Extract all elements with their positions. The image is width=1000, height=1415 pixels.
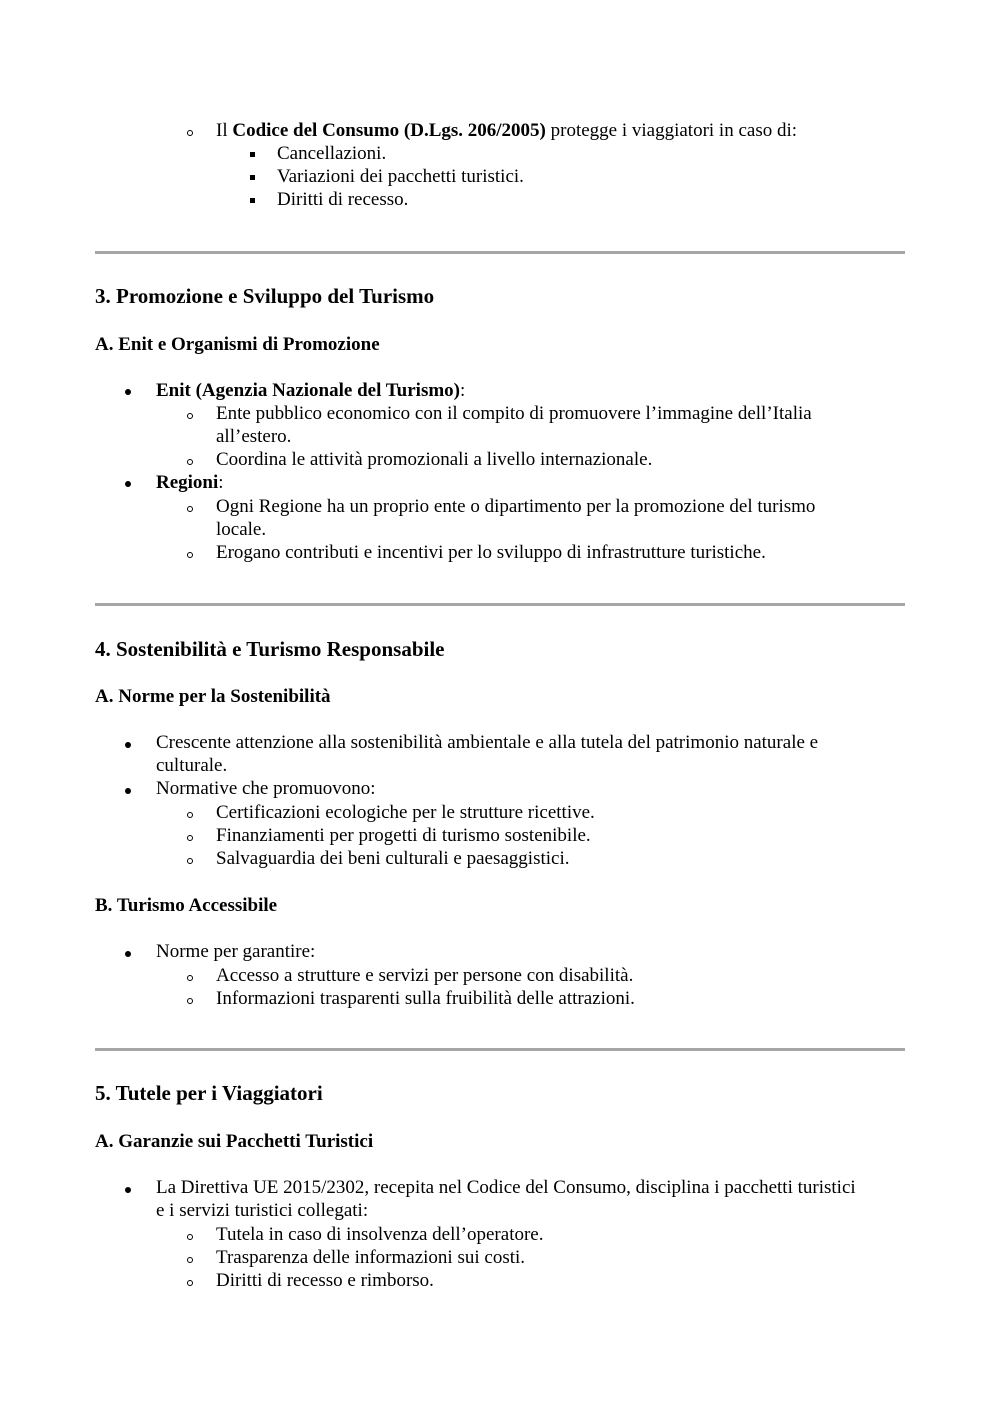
list-item xyxy=(156,379,465,402)
list-item: Variazioni dei pacchetti turistici. xyxy=(277,166,524,187)
disc-bullet xyxy=(125,481,131,487)
list-item: Diritti di recesso. xyxy=(277,189,409,210)
disc-bullet xyxy=(125,788,131,794)
bold-text: Enit (Agenzia Nazionale del Turismo) xyxy=(156,380,461,401)
disc-bullet xyxy=(125,742,131,748)
circle-bullet xyxy=(187,506,193,512)
list-item: Erogano contributi e incentivi per lo sviluppo di infrastrutture turistiche. xyxy=(216,542,766,563)
square-bullet xyxy=(250,175,255,180)
disc-bullet xyxy=(125,1187,131,1193)
subsection-heading: A. Enit e Organismi di Promozione xyxy=(95,334,380,355)
square-bullet xyxy=(250,152,255,157)
list-item-continuation: e i servizi turistici collegati: xyxy=(156,1200,369,1221)
bold-text: Codice del Consumo (D.Lgs. 206/2005) xyxy=(232,120,546,141)
section-heading: 3. Promozione e Sviluppo del Turismo xyxy=(95,284,435,308)
list-item: Accesso a strutture e servizi per persone con disabilità. xyxy=(216,965,634,986)
horizontal-rule xyxy=(95,1048,905,1051)
list-item: Coordina le attività promozionali a livello internazionale. xyxy=(216,449,653,470)
list-item xyxy=(156,471,224,494)
section-heading: 4. Sostenibilità e Turismo Responsabile xyxy=(95,637,445,661)
square-bullet xyxy=(250,198,255,203)
subsection-heading: B. Turismo Accessibile xyxy=(95,895,278,916)
list-item: Ente pubblico economico con il compito di promuovere l’immagine dell’Italia xyxy=(216,403,812,424)
circle-bullet xyxy=(187,130,193,136)
list-item-continuation: locale. xyxy=(216,519,267,540)
circle-bullet xyxy=(187,835,193,841)
list-item: Salvaguardia dei beni culturali e paesaggistici. xyxy=(216,848,570,869)
horizontal-rule xyxy=(95,251,905,254)
horizontal-rule xyxy=(95,603,905,606)
list-item: Tutela in caso di insolvenza dell’operatore. xyxy=(216,1224,544,1245)
text: protegge i viaggiatori in caso di: xyxy=(545,120,798,141)
disc-bullet xyxy=(125,389,131,395)
circle-bullet xyxy=(187,998,193,1004)
list-item-continuation: all’estero. xyxy=(216,426,292,447)
text: : xyxy=(218,472,224,493)
circle-bullet xyxy=(187,975,193,981)
list-item: Certificazioni ecologiche per le strutture ricettive. xyxy=(216,802,595,823)
circle-bullet xyxy=(187,812,193,818)
text: : xyxy=(460,380,466,401)
list-item: Crescente attenzione alla sostenibilità ambientale e alla tutela del patrimonio naturale e xyxy=(156,732,819,753)
list-item: Finanziamenti per progetti di turismo sostenibile. xyxy=(216,825,591,846)
list-item-continuation: culturale. xyxy=(156,755,228,776)
subsection-heading: A. Norme per la Sostenibilità xyxy=(95,686,331,707)
circle-bullet xyxy=(187,552,193,558)
list-item: La Direttiva UE 2015/2302, recepita nel Codice del Consumo, disciplina i pacchetti turistici xyxy=(156,1177,856,1198)
circle-bullet xyxy=(187,1280,193,1286)
circle-bullet xyxy=(187,1234,193,1240)
section-heading: 5. Tutele per i Viaggiatori xyxy=(95,1081,323,1105)
text: Il xyxy=(216,120,233,141)
list-item: Normative che promuovono: xyxy=(156,778,376,799)
list-item: Diritti di recesso e rimborso. xyxy=(216,1270,434,1291)
circle-bullet xyxy=(187,1257,193,1263)
circle-bullet xyxy=(187,858,193,864)
circle-bullet xyxy=(187,413,193,419)
list-item: Ogni Regione ha un proprio ente o dipartimento per la promozione del turismo xyxy=(216,496,816,517)
disc-bullet xyxy=(125,951,131,957)
list-item: Norme per garantire: xyxy=(156,941,316,962)
list-item xyxy=(216,119,797,142)
list-item: Informazioni trasparenti sulla fruibilità delle attrazioni. xyxy=(216,988,635,1009)
bold-text: Regioni xyxy=(156,472,219,493)
circle-bullet xyxy=(187,459,193,465)
list-item: Trasparenza delle informazioni sui costi. xyxy=(216,1247,526,1268)
subsection-heading: A. Garanzie sui Pacchetti Turistici xyxy=(95,1131,374,1152)
list-item: Cancellazioni. xyxy=(277,143,387,164)
